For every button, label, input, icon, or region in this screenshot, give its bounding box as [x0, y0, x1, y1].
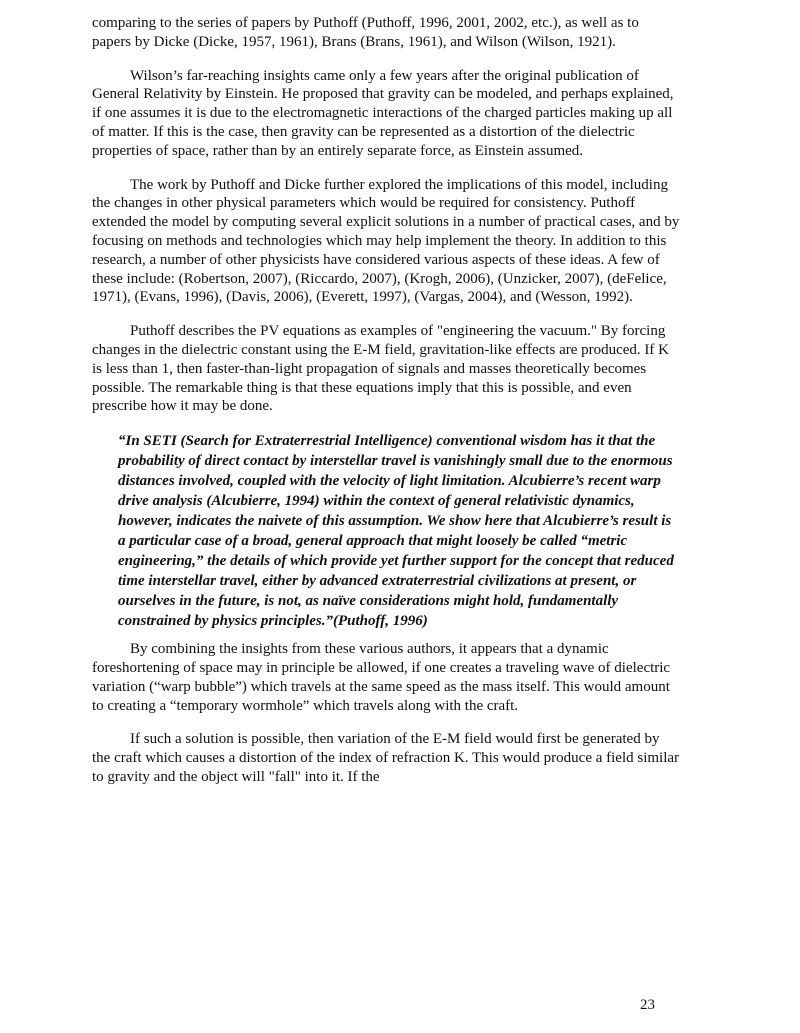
paragraph-intro: comparing to the series of papers by Puthoff (Puthoff, 1996, 2001, 2002, etc.), as well as to papers by Dicke (Dicke, 1957, 1961), Brans (Brans, 1961), and Wilson (Wilson, 1921).: [92, 15, 639, 50]
page-number: 23: [640, 997, 655, 1013]
block-quote-puthoff: “In SETI (Search for Extraterrestrial Intelligence) conventional wisdom has it that the probability of direct contact by interstellar travel is vanishingly small due to the enormous distances involved, coupled with the velocity of light limitation. Alcubierre’s recent warp drive analysis (Alcubierre, 1994) within the context of general relativistic dynamics, however, indicates the naivete of this assumption. We show here that Alcubierre’s result is a particular case of a broad, general approach that might loosely be called “metric engineering,” the details of which provide yet further support for the concept that reduced time interstellar travel, either by advanced extraterrestrial civilizations at present, or ourselves in the future, is not, as naïve considerations might hold, fundamentally constrained by physics principles.”(Puthoff, 1996): [118, 433, 674, 630]
document-page: [92, 14, 680, 802]
paragraph-wilson: Wilson’s far-reaching insights came only a few years after the original publication of General Relativity by Einstein. He proposed that gravity can be modeled, and perhaps explained, if one assumes it is due to the electromagnetic interactions of the charged particles making up all of matter. If this is the case, then gravity can be represented as a distortion of the dielectric properties of space, rather than by an entirely separate force, as Einstein assumed.: [92, 67, 674, 159]
paragraph-engineering-vacuum: Puthoff describes the PV equations as examples of "engineering the vacuum." By forcing changes in the dielectric constant using the E-M field, gravitation-like effects are produced. If K is less than 1, then faster-than-light propagation of signals and masses theoretically becomes possible. The remarkable thing is that these equations imply that this is possible, and even prescribe how it may be done.: [92, 323, 670, 415]
paragraph-warp-bubble: By combining the insights from these various authors, it appears that a dynamic foreshortening of space may in principle be allowed, if one creates a traveling wave of dielectric variation (“warp bubble”) which travels at the same speed as the mass itself. This would amount to creating a “temporary wormhole” which travels along with the craft.: [92, 641, 671, 714]
paragraph-em-field: If such a solution is possible, then variation of the E-M field would first be generated by the craft which causes a distortion of the index of refraction K. This would produce a field similar to gravity and the object will "fall" into it. If the: [92, 731, 680, 785]
paragraph-puthoff-dicke: The work by Puthoff and Dicke further explored the implications of this model, including the changes in other physical parameters which would be required for consistency. Puthoff extended the model by computing several explicit solutions in a number of practical cases, and by focusing on methods and technologies which may help implement the theory. In addition to this research, a number of other physicists have considered various aspects of these ideas. A few of these include: (Robertson, 2007), (Riccardo, 2007), (Krogh, 2006), (Unzicker, 2007), (deFelice, 1971), (Evans, 1996), (Davis, 2006), (Everett, 1997), (Vargas, 2004), and (Wesson, 1992).: [92, 176, 680, 306]
